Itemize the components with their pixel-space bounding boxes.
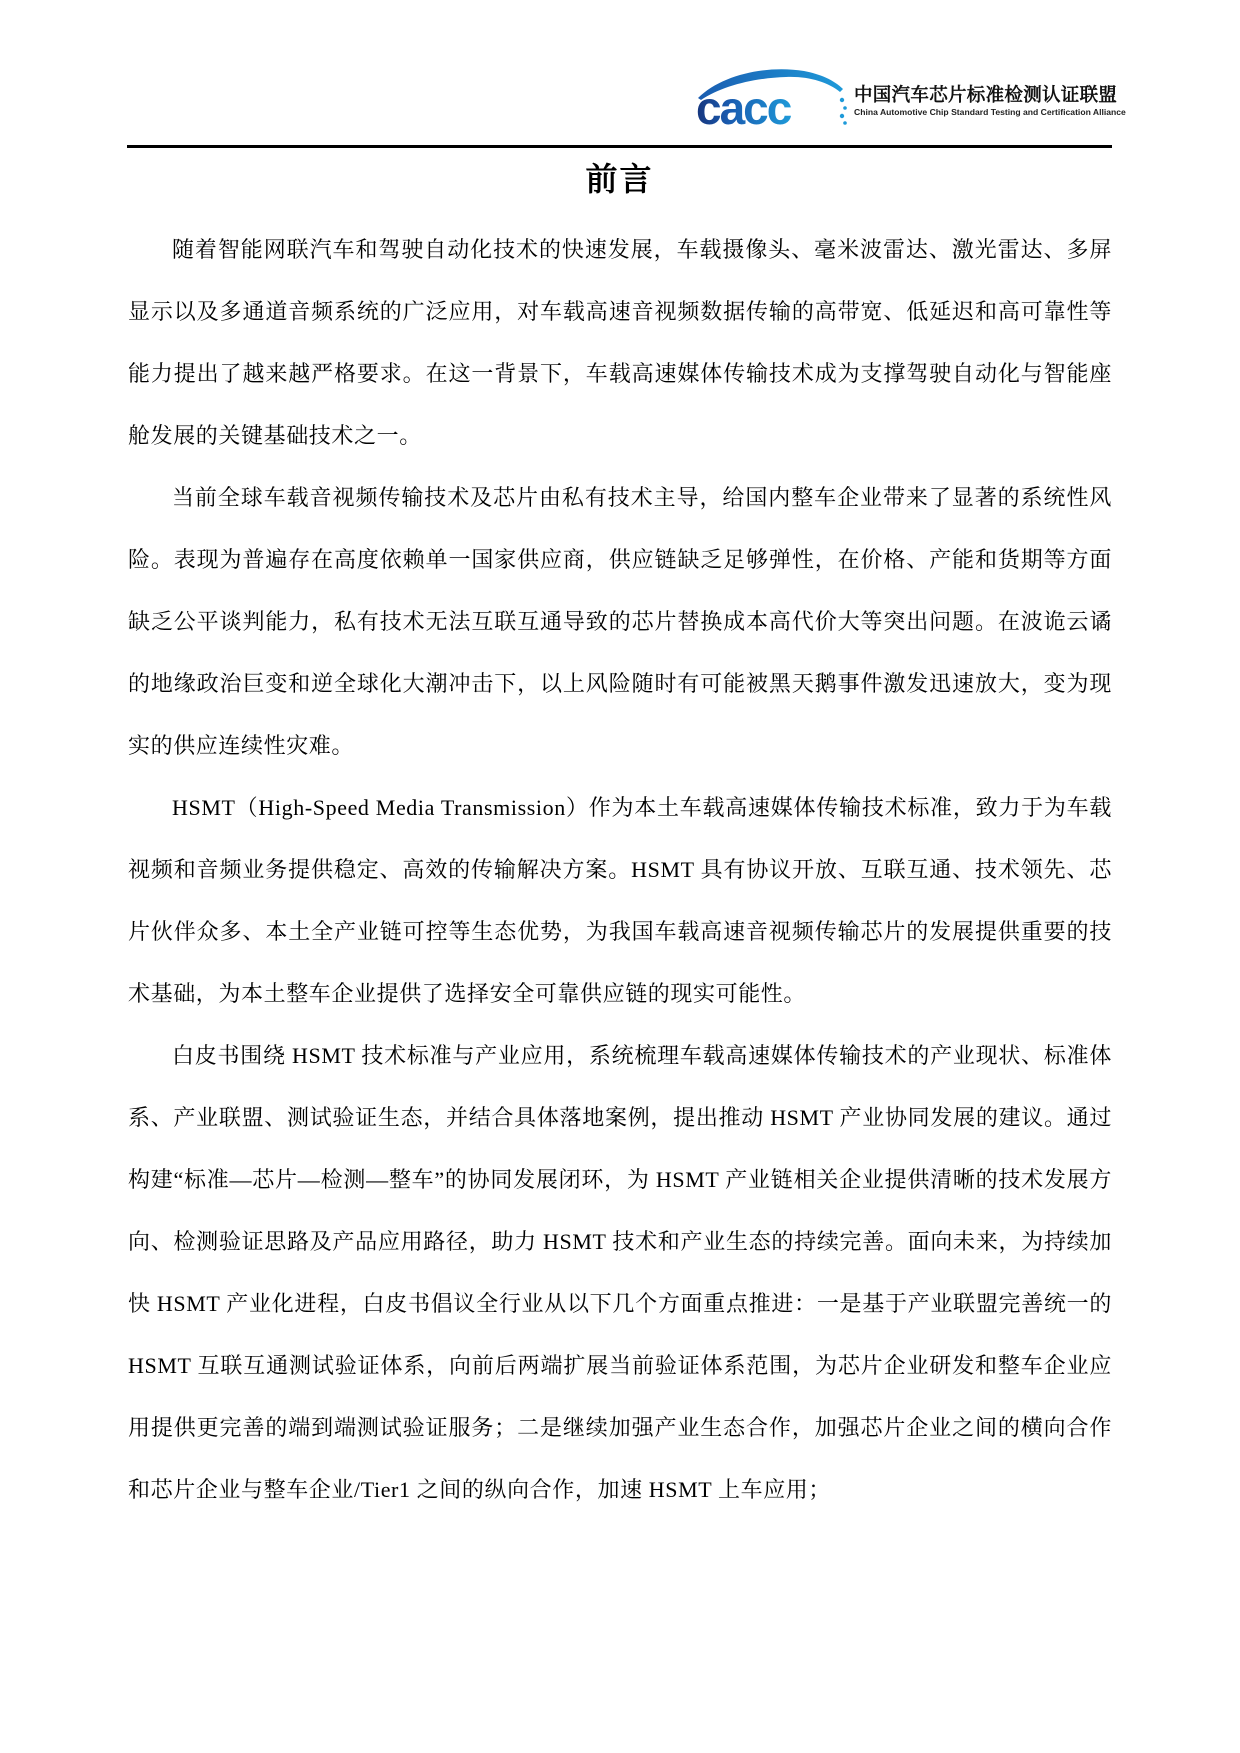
logo-names xyxy=(854,74,1126,117)
cacc-logo-mark xyxy=(696,64,848,128)
preface-body xyxy=(128,219,1112,1521)
logo-wordmark: cacc xyxy=(696,82,791,128)
header-divider-line xyxy=(127,145,1112,148)
paragraph-2: 当前全球车载音视频传输技术及芯片由私有技术主导，给国内整车企业带来了显著的系统性风险。表现为普遍存在高度依赖单一国家供应商，供应链缺乏足够弹性，在价格、产能和货期等方面缺乏公平谈判能力，私有技术无法互联互通导致的芯片替换成本高代价大等突出问题。在波诡云谲的地缘政治巨变和逆全球化大潮冲击下，以上风险随时有可能被黑天鹅事件激发迅速放大，变为现实的供应连续性灾难。 xyxy=(128,485,1112,758)
header-logo xyxy=(696,64,1126,128)
logo-name-chinese: 中国汽车芯片标准检测认证联盟 xyxy=(854,84,1118,106)
car-swoosh-icon xyxy=(696,64,848,128)
paragraph-3: HSMT（High-Speed Media Transmission）作为本土车载高速媒体传输技术标准，致力于为车载视频和音频业务提供稳定、高效的传输解决方案。HSMT 具有协议开放、互联互通、技术领先、芯片伙伴众多、本土全产业链可控等生态优势，为我国车载高速音视频传输芯片的发展提供重要的技术基础，为本土整车企业提供了选择安全可靠供应链的现实可能性。 xyxy=(128,795,1112,1006)
logo-name-english: China Automotive Chip Standard Testing and Certification Alliance xyxy=(854,106,1126,117)
paragraph-1: 随着智能网联汽车和驾驶自动化技术的快速发展，车载摄像头、毫米波雷达、激光雷达、多屏显示以及多通道音频系统的广泛应用，对车载高速音视频数据传输的高带宽、低延迟和高可靠性等能力提出了越来越严格要求。在这一背景下，车载高速媒体传输技术成为支撑驾驶自动化与智能座舱发展的关键基础技术之一。 xyxy=(128,237,1112,448)
paragraph-4: 白皮书围绕 HSMT 技术标准与产业应用，系统梳理车载高速媒体传输技术的产业现状、标准体系、产业联盟、测试验证生态，并结合具体落地案例，提出推动 HSMT 产业协同发展的建议。通过构建“标准—芯片—检测—整车”的协同发展闭环，为 HSMT 产业链相关企业提供清晰的技术发展方向、检测验证思路及产品应用路径，助力 HSMT 技术和产业生态的持续完善。面向未来，为持续加快 HSMT 产业化进程，白皮书倡议全行业从以下几个方面重点推进：一是基于产业联盟完善统一的 HSMT 互联互通测试验证体系，向前后两端扩展当前验证体系范围，为芯片企业研发和整车企业应用提供更完善的端到端测试验证服务；二是继续加强产业生态合作，加强芯片企业之间的横向合作和芯片企业与整车企业/Tier1 之间的纵向合作，加速 HSMT 上车应用； xyxy=(128,1043,1112,1502)
page-title: 前言 xyxy=(585,161,654,197)
